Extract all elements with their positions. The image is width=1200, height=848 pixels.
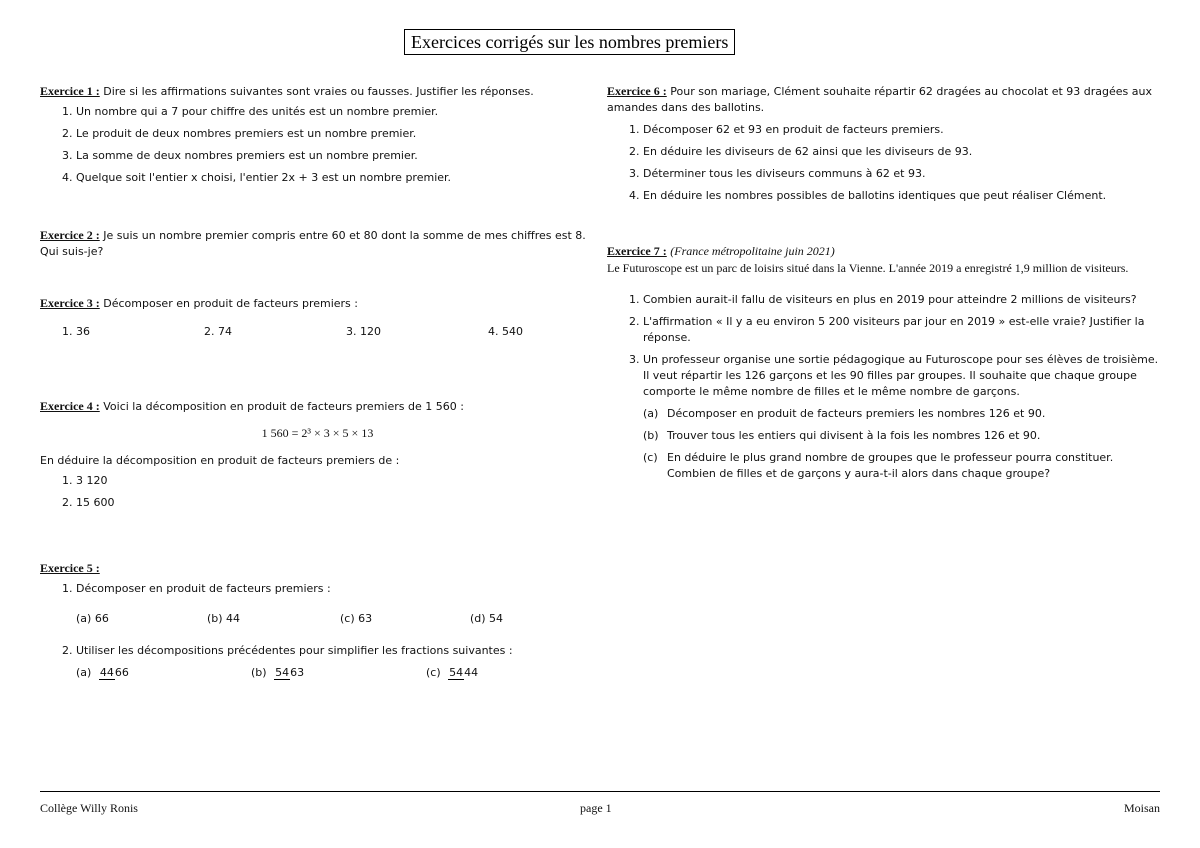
list-item: 1. Décomposer en produit de facteurs premiers :	[62, 582, 331, 595]
exercise-3	[40, 295, 595, 340]
footer-page-number: page 1	[580, 801, 612, 815]
exercise-statement: Voici la décomposition en produit de facteurs premiers de 1 560 :	[103, 400, 464, 413]
list-item: 2. Le produit de deux nombres premiers est un nombre premier.	[62, 127, 417, 140]
exercise-statement: Je suis un nombre premier compris entre 60 et 80 dont la somme de mes chiffres est 8. Qui suis-je?	[40, 229, 586, 258]
exercise-item-list	[40, 581, 595, 597]
exercise-statement: Pour son mariage, Clément souhaite répartir 62 dragées au chocolat et 93 dragées aux amandes dans des ballotins.	[607, 85, 1152, 114]
list-item: 2. 15 600	[62, 496, 115, 509]
list-item: 1. Décomposer 62 et 93 en produit de facteurs premiers.	[629, 123, 944, 136]
number-item: (b) 44	[207, 612, 241, 625]
exercise-heading: Exercice 6 :	[607, 84, 667, 98]
exercise-2	[40, 227, 595, 260]
exercise-heading: Exercice 1 :	[40, 84, 100, 98]
exercise-source: (France métropolitaine juin 2021)	[670, 244, 835, 258]
equation: 1 560 = 2³ × 3 × 5 × 13	[261, 426, 374, 440]
number-item: (c) 63	[340, 612, 373, 625]
fraction: 4466	[99, 666, 129, 679]
exercise-heading: Exercice 3 :	[40, 296, 100, 310]
exercise-7	[607, 243, 1162, 488]
list-item: (b) Trouver tous les entiers qui divisent à la fois les nombres 126 et 90.	[643, 429, 1041, 442]
exercise-subitem-list	[607, 406, 1162, 482]
fraction-item: (c) 5444	[426, 666, 479, 679]
number-item: 2. 74	[204, 325, 232, 338]
footer-school: Collège Willy Ronis	[40, 801, 138, 815]
list-item: 4. En déduire les nombres possibles de ballotins identiques que peut réaliser Clément.	[629, 189, 1107, 202]
exercise-4	[40, 398, 595, 517]
footer-divider	[40, 791, 1160, 792]
number-item: 3. 120	[346, 325, 381, 338]
number-item: 4. 540	[488, 325, 523, 338]
number-row	[40, 611, 595, 627]
list-item: 2. En déduire les diviseurs de 62 ainsi que les diviseurs de 93.	[629, 145, 973, 158]
list-item: 1. Un nombre qui a 7 pour chiffre des unités est un nombre premier.	[62, 105, 439, 118]
number-item: (a) 66	[76, 612, 109, 625]
exercise-heading: Exercice 4 :	[40, 399, 100, 413]
list-item: 1. 3 120	[62, 474, 108, 487]
exercise-statement: Dire si les affirmations suivantes sont vraies ou fausses. Justifier les réponses.	[103, 85, 534, 98]
exercise-heading: Exercice 5 :	[40, 561, 100, 575]
exercise-item-list	[40, 643, 595, 659]
exercise-heading: Exercice 2 :	[40, 228, 100, 242]
exercise-heading: Exercice 7 :	[607, 244, 667, 258]
number-item: 1. 36	[62, 325, 90, 338]
number-item: (d) 54	[470, 612, 504, 625]
page-title: Exercices corrigés sur les nombres premiers	[404, 29, 735, 55]
exercise-5	[40, 560, 595, 681]
exercise-item-list	[607, 122, 1162, 204]
list-item: (a) Décomposer en produit de facteurs premiers les nombres 126 et 90.	[643, 407, 1046, 420]
list-item: 2. L'affirmation « Il y a eu environ 5 200 visiteurs par jour en 2019 » est-elle vraie? Justifier la réponse.	[629, 315, 1145, 344]
exercise-item-list	[40, 473, 595, 511]
list-item: 4. Quelque soit l'entier x choisi, l'entier 2x + 3 est un nombre premier.	[62, 171, 452, 184]
number-row	[40, 324, 595, 340]
fraction: 5444	[449, 666, 479, 679]
exercise-item-list	[40, 104, 595, 186]
list-item: 2. Utiliser les décompositions précédentes pour simplifier les fractions suivantes :	[62, 644, 513, 657]
exercise-statement: Décomposer en produit de facteurs premiers :	[103, 297, 358, 310]
exercise-1	[40, 83, 595, 192]
list-item: 3. Déterminer tous les diviseurs communs à 62 et 93.	[629, 167, 926, 180]
footer-author: Moisan	[1124, 801, 1160, 815]
exercise-statement: Le Futuroscope est un parc de loisirs situé dans la Vienne. L'année 2019 a enregistré 1,9 million de visiteurs.	[607, 261, 1129, 275]
exercise-item-list	[607, 292, 1162, 400]
list-item: (c) En déduire le plus grand nombre de groupes que le professeur pourra constituer. Combien de filles et de garçons y aura-t-il alors dans chaque groupe?	[643, 451, 1114, 480]
exercise-6	[607, 83, 1162, 210]
list-item: 3. Un professeur organise une sortie pédagogique au Futuroscope pour ses élèves de troisième. Il veut répartir les 126 garçons et les 90 filles par groupes. Il souhaite que chaque groupe comporte le même nombre de filles et le même nombre de garçons.	[629, 353, 1159, 398]
fraction-row	[40, 665, 595, 681]
list-item: 3. La somme de deux nombres premiers est un nombre premier.	[62, 149, 418, 162]
list-item: 1. Combien aurait-il fallu de visiteurs en plus en 2019 pour atteindre 2 millions de visiteurs?	[629, 293, 1137, 306]
fraction: 5463	[275, 666, 305, 679]
deduce-text: En déduire la décomposition en produit de facteurs premiers de :	[40, 454, 400, 467]
fraction-item: (a) 4466	[76, 666, 129, 679]
fraction-item: (b) 5463	[251, 666, 305, 679]
